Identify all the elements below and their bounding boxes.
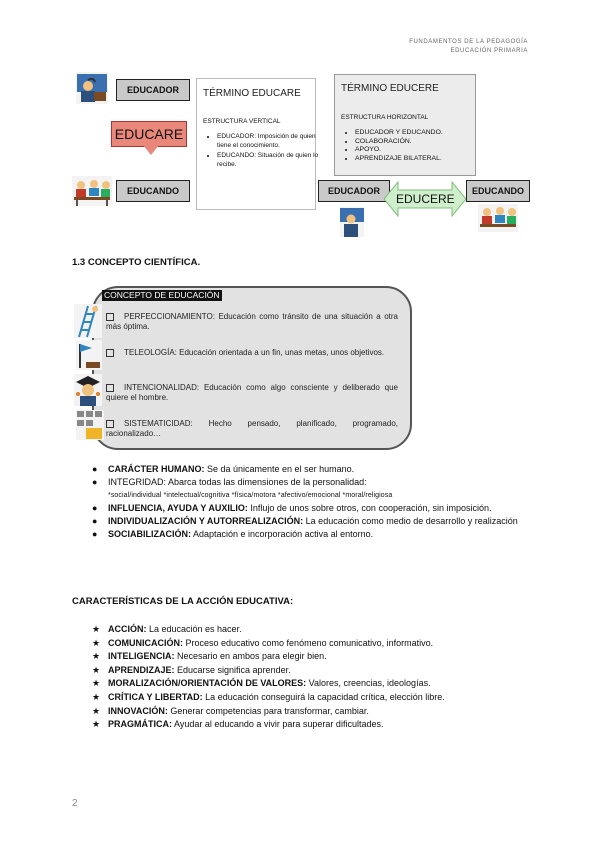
concept-item-text: TELEOLOGÍA: Educación orientada a un fin, unas metas, unos objetivos. [124, 348, 385, 357]
document-header [409, 38, 528, 56]
educare-panel [196, 78, 319, 210]
star-icon: ★ [92, 637, 101, 648]
students-icon-2 [478, 204, 518, 232]
educador-tag-2: EDUCADOR [318, 180, 390, 202]
star-icon: ★ [92, 705, 101, 716]
star-icon: ★ [92, 719, 101, 730]
educere-item: • COLABORACIÓN. [355, 138, 487, 147]
concept-item-text: PERFECCIONAMIENTO: Educación como tránsito de una situación a otra más óptima. [106, 312, 398, 331]
star-icon: ★ [92, 691, 101, 702]
concept-item [106, 348, 398, 358]
educere-panel-title: TÉRMINO EDUCERE [341, 83, 439, 94]
list-item-text: La educación conseguirá la capacidad crítica, elección libre. [202, 691, 445, 702]
teacher-icon-2 [340, 207, 364, 237]
down-arrow-icon [143, 145, 159, 155]
list-item-term: CRÍTICA Y LIBERTAD: [108, 691, 203, 702]
bullet-dot-icon: ● [92, 464, 98, 474]
list-item [92, 664, 528, 678]
list-item [92, 476, 528, 489]
list-item [92, 528, 528, 541]
list-item-text: Educarse significa aprender. [174, 664, 291, 675]
list-item-term: INTELIGENCIA: [108, 651, 175, 662]
concept-item-text: SISTEMATICIDAD: Hecho pensado, planificado, programado, racionalizado… [106, 419, 398, 438]
list-item-text: La educación es hacer. [146, 624, 242, 634]
list-item-text: Adaptación e incorporación activa al entorno. [191, 529, 374, 539]
educare-panel-title: TÉRMINO EDUCARE [203, 88, 301, 99]
header-degree: EDUCACIÓN PRIMARIA [450, 48, 528, 54]
concept-item [106, 312, 398, 332]
students-icon [72, 176, 112, 206]
list-item-text: Ayudar al educando a vivir para superar dificultades. [172, 719, 384, 730]
bullet-dot-icon: ● [92, 529, 98, 539]
educere-panel-subtitle: ESTRUCTURA HORIZONTAL [341, 114, 429, 121]
star-icon: ★ [92, 624, 101, 634]
star-icon: ★ [92, 678, 101, 689]
list-item [92, 502, 528, 515]
list-item [92, 718, 528, 732]
list-item-term: INNOVACIÓN: [108, 705, 168, 716]
list-item-text: Se da únicamente en el ser humano. [204, 464, 355, 474]
characteristics-list [92, 463, 528, 541]
list-item-term: ACCIÓN: [108, 624, 147, 634]
checkbox-square-icon [106, 384, 114, 392]
action-characteristics-list [92, 623, 528, 732]
ladder-icon [74, 304, 102, 338]
list-item [92, 515, 528, 528]
list-item-text: Generar competencias para transformar, cambiar. [167, 705, 369, 716]
educador-tag: EDUCADOR [116, 79, 190, 101]
concept-item [106, 383, 398, 403]
page-number: 2 [72, 798, 78, 809]
list-item-term: COMUNICACIÓN: [108, 637, 183, 648]
concept-item [106, 419, 398, 439]
bullet-dot-icon: ● [92, 503, 98, 513]
concept-box-title: CONCEPTO DE EDUCACIÓN [104, 290, 220, 300]
list-item-term: INDIVIDUALIZACIÓN Y AUTORREALIZACIÓN: [108, 516, 304, 526]
checkbox-square-icon [106, 313, 114, 321]
star-icon: ★ [92, 651, 101, 662]
list-item-text: Necesario en ambos para elegir bien. [174, 651, 327, 662]
educare-box: EDUCARE [111, 121, 187, 147]
list-item [92, 637, 528, 651]
section-title-caracteristicas: CARACTERÍSTICAS DE LA ACCIÓN EDUCATIVA: [72, 596, 294, 607]
list-item-term: CARÁCTER HUMANO: [108, 464, 205, 474]
list-item-term: INFLUENCIA, AYUDA Y AUXILIO: [108, 503, 248, 513]
educere-item: • APOYO. [355, 146, 487, 155]
educare-panel-subtitle: ESTRUCTURA VERTICAL [203, 118, 281, 125]
bullet-dot-icon: ● [92, 477, 98, 487]
educere-item: • APRENDIZAJE BILATERAL. [355, 155, 487, 164]
educere-item: • EDUCADOR Y EDUCANDO. [355, 129, 487, 138]
target-icon [76, 340, 102, 370]
concept-item-text: INTENCIONALIDAD: Educación como algo consciente y deliberado que quiere el hombre. [106, 383, 398, 402]
list-item [92, 677, 528, 691]
star-icon: ★ [92, 664, 101, 675]
integridad-dimensions: *social/individual *intelectual/cognitiva *física/motora *afectivo/emocional *moral/religiosa [108, 492, 393, 499]
list-item-term: MORALIZACIÓN/ORIENTACIÓN DE VALORES: [108, 678, 307, 689]
educando-tag: EDUCANDO [116, 180, 190, 202]
list-item-text: Valores, creencias, ideologías. [306, 678, 431, 689]
educare-item-educando: • EDUCANDO: Situación de quien lo recibe. [217, 152, 325, 169]
bullet-dot-icon: ● [92, 516, 98, 526]
list-item-text: Proceso educativo como fenómeno comunicativo, informativo. [183, 637, 434, 648]
list-item-text: La educación como medio de desarrollo y realización [303, 516, 518, 526]
list-item-term: SOCIABILIZACIÓN: [108, 529, 191, 539]
list-item-text: INTEGRIDAD: Abarca todas las dimensiones de la personalidad: [108, 477, 367, 487]
educare-item-educador: • EDUCADOR: Imposición de quien tiene el conocimiento. [217, 133, 325, 150]
section-title-concepto: 1.3 CONCEPTO CIENTÍFICA. [72, 257, 201, 268]
list-item-term: APRENDIZAJE: [108, 664, 175, 675]
list-item [92, 691, 528, 705]
header-subject: FUNDAMENTOS DE LA PEDAGOGÍA [409, 39, 528, 45]
list-item [92, 705, 528, 719]
educando-tag-2: EDUCANDO [466, 180, 530, 202]
folders-icon [76, 410, 104, 440]
checkbox-square-icon [106, 420, 114, 428]
list-item-term: PRAGMÁTICA: [108, 719, 172, 730]
list-item [92, 650, 528, 664]
checkbox-square-icon [106, 349, 114, 357]
graduate-icon [74, 374, 102, 406]
educere-panel [334, 74, 476, 176]
teacher-icon [76, 72, 108, 104]
list-item [92, 463, 528, 476]
educere-label: EDUCERE [396, 192, 455, 206]
list-item [92, 623, 528, 637]
list-item-text: Influjo de unos sobre otros, con cooperación, sin imposición. [247, 503, 492, 513]
